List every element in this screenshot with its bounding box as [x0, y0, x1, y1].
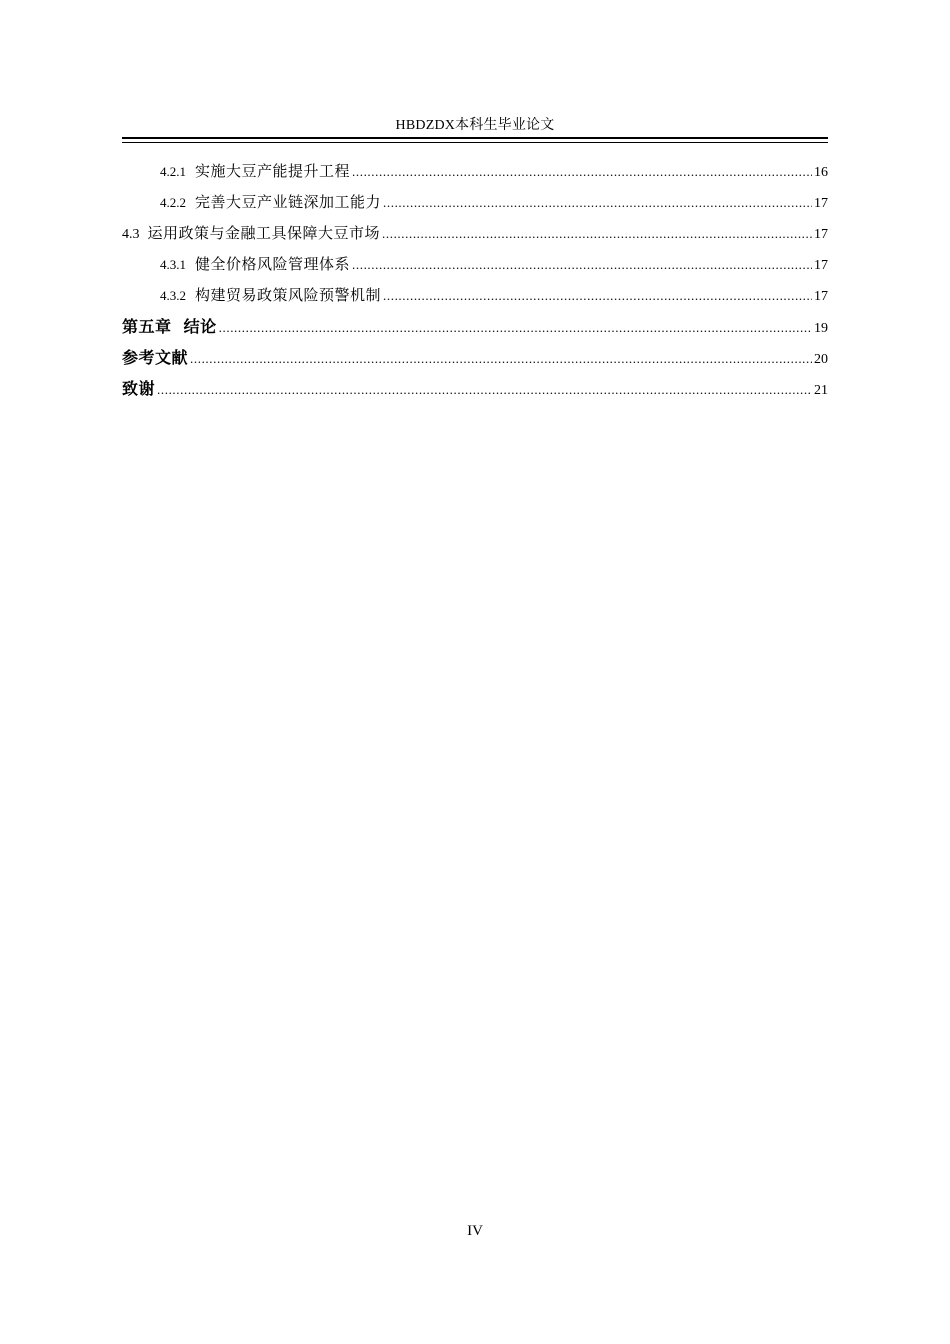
toc-entry-title: 致谢 — [122, 379, 156, 398]
toc-entry-4-3[interactable] — [122, 218, 828, 249]
header-double-rule — [122, 137, 828, 143]
toc-entry-chapter-5[interactable] — [122, 311, 828, 342]
toc-entry-title: 第五章 结论 — [122, 317, 217, 336]
toc-entry-title: 完善大豆产业链深加工能力 — [195, 195, 382, 211]
toc-entry-number: 4.2.2 — [160, 195, 186, 210]
toc-entry-page: 16 — [814, 165, 828, 180]
toc-entry-page: 17 — [814, 196, 828, 211]
toc-dot-leader — [157, 374, 812, 405]
toc-entry-page: 19 — [814, 321, 828, 336]
toc-dot-leader — [190, 343, 812, 374]
toc-entry-references[interactable] — [122, 342, 828, 373]
toc-entry-title: 构建贸易政策风险预警机制 — [195, 288, 382, 304]
page-number: IV — [467, 1223, 483, 1239]
toc-entry-4-3-2[interactable] — [122, 280, 828, 311]
toc-entry-4-2-1[interactable] — [122, 156, 828, 187]
toc-entry-acknowledgements[interactable] — [122, 373, 828, 404]
toc-dot-leader — [383, 187, 812, 218]
toc-entry-title: 参考文献 — [122, 348, 189, 367]
toc-dot-leader — [383, 280, 812, 311]
toc-entry-page: 17 — [814, 258, 828, 273]
toc-entry-4-3-1[interactable] — [122, 249, 828, 280]
toc-entry-page: 17 — [814, 227, 828, 242]
toc-entry-title: 实施大豆产能提升工程 — [195, 164, 351, 180]
toc-entry-page: 20 — [814, 352, 828, 367]
toc-entry-page: 21 — [814, 383, 828, 398]
running-header: HBDZDX本科生毕业论文 — [395, 118, 555, 133]
toc-entry-number: 4.3.2 — [160, 288, 186, 303]
toc-dot-leader — [219, 312, 812, 343]
toc-entry-title: 健全价格风险管理体系 — [195, 257, 351, 273]
toc-entry-number: 4.3 — [122, 227, 140, 242]
toc-entry-number: 4.3.1 — [160, 257, 186, 272]
toc-entry-page: 17 — [814, 289, 828, 304]
toc-entry-number: 4.2.1 — [160, 164, 186, 179]
toc-dot-leader — [382, 218, 812, 249]
toc-entry-4-2-2[interactable] — [122, 187, 828, 218]
table-of-contents — [122, 156, 828, 404]
toc-entry-title: 运用政策与金融工具保障大豆市场 — [147, 226, 381, 242]
toc-dot-leader — [352, 249, 812, 280]
toc-dot-leader — [352, 156, 812, 187]
